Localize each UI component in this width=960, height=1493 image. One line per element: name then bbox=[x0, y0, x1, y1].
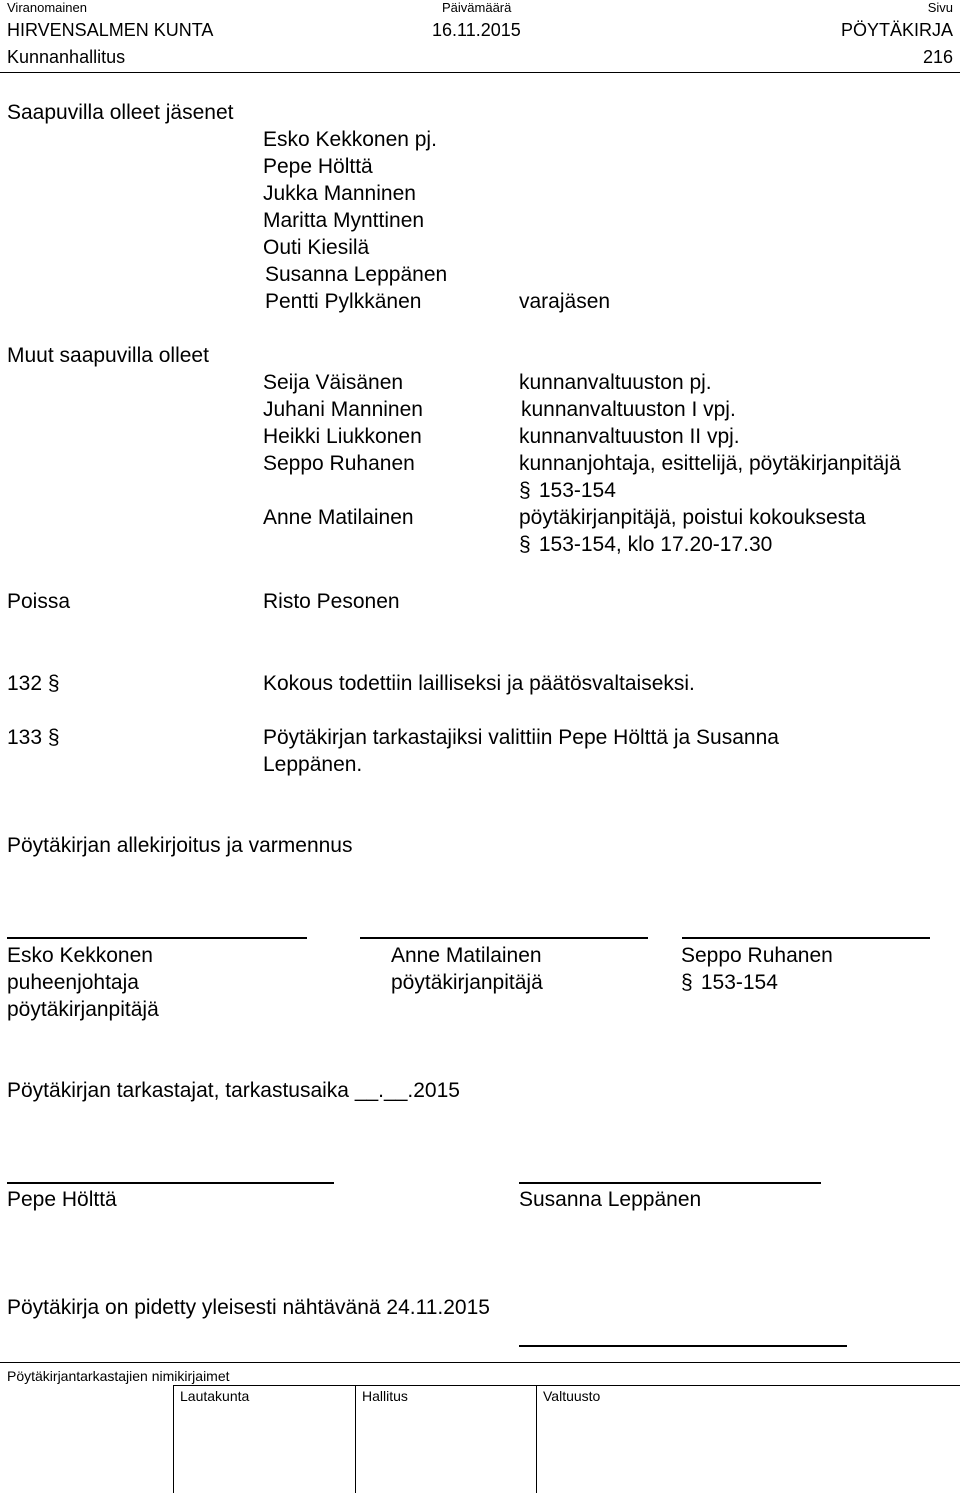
section-number: 132 § bbox=[7, 670, 62, 697]
other-role: kunnanvaltuuston I vpj. bbox=[521, 398, 736, 421]
signature-line bbox=[519, 1182, 821, 1184]
present-heading: Saapuvilla olleet jäsenet bbox=[7, 101, 234, 124]
signature-line bbox=[7, 1182, 334, 1184]
footer-divider bbox=[0, 1362, 960, 1363]
section-text: Pöytäkirjan tarkastajiksi valittiin Pepe Hölttä ja Susanna bbox=[263, 726, 779, 749]
other-name: Seija Väisänen bbox=[263, 371, 404, 394]
body-name: Kunnanhallitus bbox=[7, 47, 126, 67]
other-name: Anne Matilainen bbox=[263, 506, 414, 529]
signer-role: pöytäkirjanpitäjä bbox=[7, 998, 159, 1021]
footer-title: Pöytäkirjantarkastajien nimikirjaimet bbox=[7, 1368, 230, 1384]
public-notice: Pöytäkirja on pidetty yleisesti nähtävänä 24.11.2015 bbox=[7, 1296, 490, 1319]
other-role: kunnanvaltuuston pj. bbox=[519, 371, 712, 394]
other-role-continuation: § 153-154 bbox=[519, 479, 616, 502]
signature-line bbox=[360, 937, 648, 939]
signer-role: § 153-154 bbox=[681, 971, 778, 994]
signer-name: Anne Matilainen bbox=[391, 944, 542, 967]
other-role: kunnanvaltuuston II vpj. bbox=[519, 425, 740, 448]
other-name: Heikki Liukkonen bbox=[263, 425, 422, 448]
section-sign: § bbox=[519, 533, 531, 556]
member-name: Susanna Leppänen bbox=[265, 263, 448, 286]
review-heading: Pöytäkirjan tarkastajat, tarkastusaika __.__.2015 bbox=[7, 1079, 460, 1102]
member-name: Maritta Mynttinen bbox=[263, 209, 425, 232]
signer-role: pöytäkirjanpitäjä bbox=[391, 971, 543, 994]
section-sign: § bbox=[681, 971, 693, 994]
signatures-heading: Pöytäkirjan allekirjoitus ja varmennus bbox=[7, 834, 353, 857]
section-number: 133 § bbox=[7, 724, 62, 751]
header-label-date: Päivämäärä bbox=[442, 0, 512, 15]
signature-line bbox=[7, 937, 307, 939]
absent-name: Risto Pesonen bbox=[263, 590, 400, 613]
other-role: kunnanjohtaja, esittelijä, pöytäkirjanpitäjä bbox=[519, 452, 901, 475]
absent-heading: Poissa bbox=[7, 590, 71, 613]
member-name: Outi Kiesilä bbox=[263, 236, 370, 259]
member-name: Pepe Hölttä bbox=[263, 155, 373, 178]
header-label-authority: Viranomainen bbox=[7, 0, 87, 15]
signature-line bbox=[682, 937, 930, 939]
other-role-continuation: § 153-154, klo 17.20-17.30 bbox=[519, 533, 773, 556]
member-name: Pentti Pylkkänen bbox=[265, 290, 422, 313]
footer-column-border bbox=[536, 1385, 537, 1493]
member-name: Esko Kekkonen pj. bbox=[263, 128, 437, 151]
meeting-date: 16.11.2015 bbox=[432, 20, 521, 40]
other-name: Seppo Ruhanen bbox=[263, 452, 415, 475]
other-name: Juhani Manninen bbox=[263, 398, 423, 421]
footer-divider bbox=[173, 1385, 960, 1386]
authority-name: HIRVENSALMEN KUNTA bbox=[7, 20, 214, 40]
signer-name: Seppo Ruhanen bbox=[681, 944, 833, 967]
header-divider bbox=[0, 72, 960, 73]
signer-role: puheenjohtaja bbox=[7, 971, 139, 994]
deputy-note: varajäsen bbox=[519, 290, 611, 313]
section-sign: § bbox=[47, 672, 60, 695]
section-sign: § bbox=[47, 726, 60, 749]
reviewer-name: Pepe Hölttä bbox=[7, 1188, 117, 1211]
other-role: pöytäkirjanpitäjä, poistui kokouksesta bbox=[519, 506, 866, 529]
document-type: PÖYTÄKIRJA bbox=[840, 20, 953, 40]
page-number: 216 bbox=[922, 47, 953, 67]
section-text-continuation: Leppänen. bbox=[263, 753, 363, 776]
signer-name: Esko Kekkonen bbox=[7, 944, 153, 967]
member-name: Jukka Manninen bbox=[263, 182, 416, 205]
reviewer-name: Susanna Leppänen bbox=[519, 1188, 702, 1211]
footer-column-border bbox=[173, 1385, 174, 1493]
others-heading: Muut saapuvilla olleet bbox=[7, 344, 209, 367]
header-label-page: Sivu bbox=[927, 0, 953, 15]
footer-column-label: Lautakunta bbox=[180, 1388, 250, 1404]
signature-line bbox=[519, 1345, 847, 1347]
section-text: Kokous todettiin lailliseksi ja päätösvaltaiseksi. bbox=[263, 672, 695, 695]
footer-column-label: Hallitus bbox=[362, 1388, 408, 1404]
footer-column-label: Valtuusto bbox=[543, 1388, 601, 1404]
footer-column-border bbox=[355, 1385, 356, 1493]
section-sign: § bbox=[519, 479, 531, 502]
